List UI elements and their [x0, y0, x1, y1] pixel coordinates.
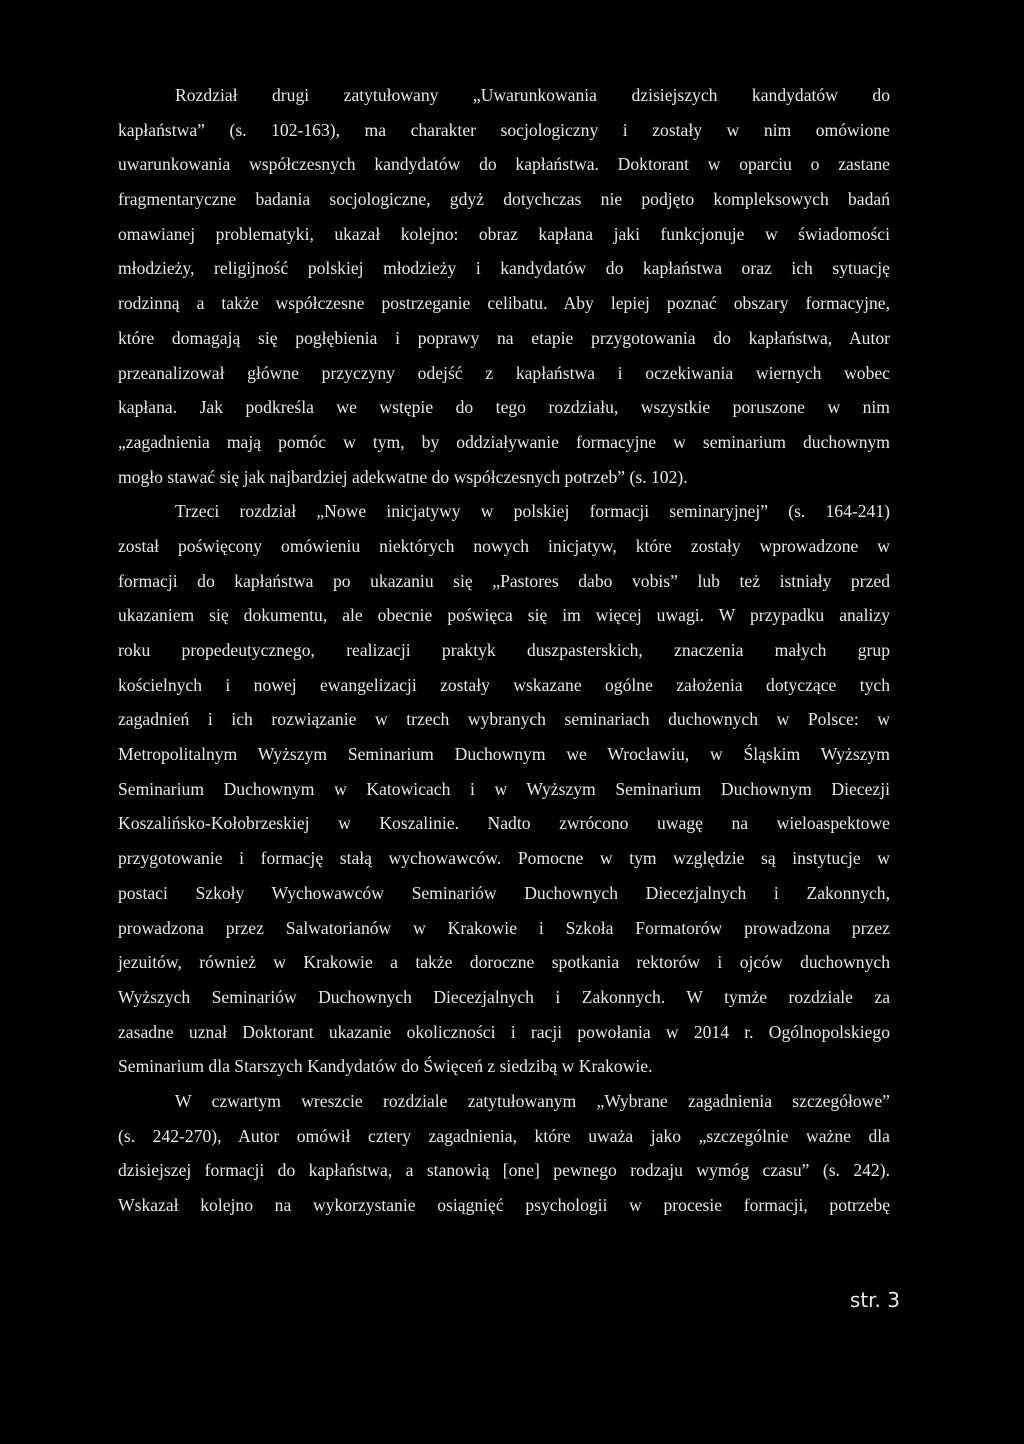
text-line: przygotowanie i formację stałą wychowawców. Pomocne w tym względzie są instytucje w: [118, 848, 890, 869]
text-line: fragmentaryczne badania socjologiczne, gdyż dotychczas nie podjęto kompleksowych badań: [118, 189, 890, 210]
text-line: prowadzona przez Salwatorianów w Krakowie i Szkoła Formatorów prowadzona przez: [118, 917, 890, 938]
text-line: rodzinną a także współczesne postrzeganie celibatu. Aby lepiej poznać obszary formacyjne,: [118, 293, 890, 314]
document-body: [118, 78, 890, 1223]
text-line: uwarunkowania współczesnych kandydatów do kapłaństwa. Doktorant w oparciu o zastane: [118, 154, 890, 175]
text-line: omawianej problematyki, ukazał kolejno: obraz kapłana jaki funkcjonuje w świadomości: [118, 223, 890, 244]
text-line: Seminarium dla Starszych Kandydatów do Święceń z siedzibą w Krakowie.: [118, 1056, 653, 1077]
text-line: zasadne uznał Doktorant ukazanie okoliczności i racji powołania w 2014 r. Ogólnopolskiego: [118, 1021, 890, 1042]
text-line: „zagadnienia mają pomóc w tym, by oddziaływanie formacyjne w seminarium duchownym: [118, 431, 890, 452]
text-line: zagadnień i ich rozwiązanie w trzech wybranych seminariach duchownych w Polsce: w: [118, 709, 890, 730]
text-line: postaci Szkoły Wychowawców Seminariów Duchownych Diecezjalnych i Zakonnych,: [118, 882, 890, 903]
text-line: Seminarium Duchownym w Katowicach i w Wyższym Seminarium Duchownym Diecezji: [118, 778, 890, 799]
text-line: roku propedeutycznego, realizacji praktyk duszpasterskich, znaczenia małych grup: [118, 640, 890, 660]
text-line: Trzeci rozdział „Nowe inicjatywy w polskiej formacji seminaryjnej” (s. 164-241): [175, 501, 890, 522]
text-line: przeanalizował główne przyczyny odejść z kapłaństwa i oczekiwania wiernych wobec: [118, 362, 890, 383]
text-line: jezuitów, również w Krakowie a także doroczne spotkania rektorów i ojców duchownych: [118, 952, 890, 973]
text-line: ukazaniem się dokumentu, ale obecnie poświęca się im więcej uwagi. W przypadku analizy: [118, 605, 890, 626]
text-line: W czwartym wreszcie rozdziale zatytułowanym „Wybrane zagadnienia szczegółowe”: [175, 1090, 890, 1111]
text-line: Rozdział drugi zatytułowany „Uwarunkowania dzisiejszych kandydatów do: [175, 85, 890, 105]
paragraph-chapter-two: [118, 78, 890, 494]
text-line: Wyższych Seminariów Duchownych Diecezjalnych i Zakonnych. W tymże rozdziale za: [118, 986, 890, 1007]
text-line: formacji do kapłaństwa po ukazaniu się „Pastores dabo vobis” lub też istniały przed: [118, 570, 890, 591]
text-line: (s. 242-270), Autor omówił cztery zagadnienia, które uważa jako „szczególnie ważne dla: [118, 1125, 890, 1146]
text-line: kapłana. Jak podkreśla we wstępie do tego rozdziału, wszystkie poruszone w nim: [118, 397, 890, 418]
text-line: które domagają się pogłębienia i poprawy na etapie przygotowania do kapłaństwa, Autor: [118, 327, 890, 348]
text-line: mogło stawać się jak najbardziej adekwatne do współczesnych potrzeb” (s. 102).: [118, 466, 688, 487]
text-line: młodzieży, religijność polskiej młodzieży i kandydatów do kapłaństwa oraz ich sytuację: [118, 258, 890, 279]
text-line: dzisiejszej formacji do kapłaństwa, a stanowią [one] pewnego rodzaju wymóg czasu” (s. 242).: [118, 1160, 890, 1181]
text-line: Wskazał kolejno na wykorzystanie osiągnięć psychologii w procesie formacji, potrzebę: [118, 1195, 890, 1215]
text-line: kościelnych i nowej ewangelizacji zostały wskazane ogólne założenia dotyczące tych: [118, 674, 890, 695]
paragraph-chapter-four: [118, 1084, 890, 1223]
text-line: Koszalińsko-Kołobrzeskiej w Koszalinie. Nadto zwrócono uwagę na wieloaspektowe: [118, 813, 890, 834]
text-line: został poświęcony omówieniu niektórych nowych inicjatyw, które zostały wprowadzone w: [118, 535, 890, 556]
text-line: Metropolitalnym Wyższym Seminarium Duchownym we Wrocławiu, w Śląskim Wyższym: [118, 744, 890, 765]
page-number: str. 3: [849, 1288, 900, 1312]
paragraph-chapter-three: [118, 494, 890, 1084]
text-line: kapłaństwa” (s. 102-163), ma charakter socjologiczny i zostały w nim omówione: [118, 119, 890, 140]
